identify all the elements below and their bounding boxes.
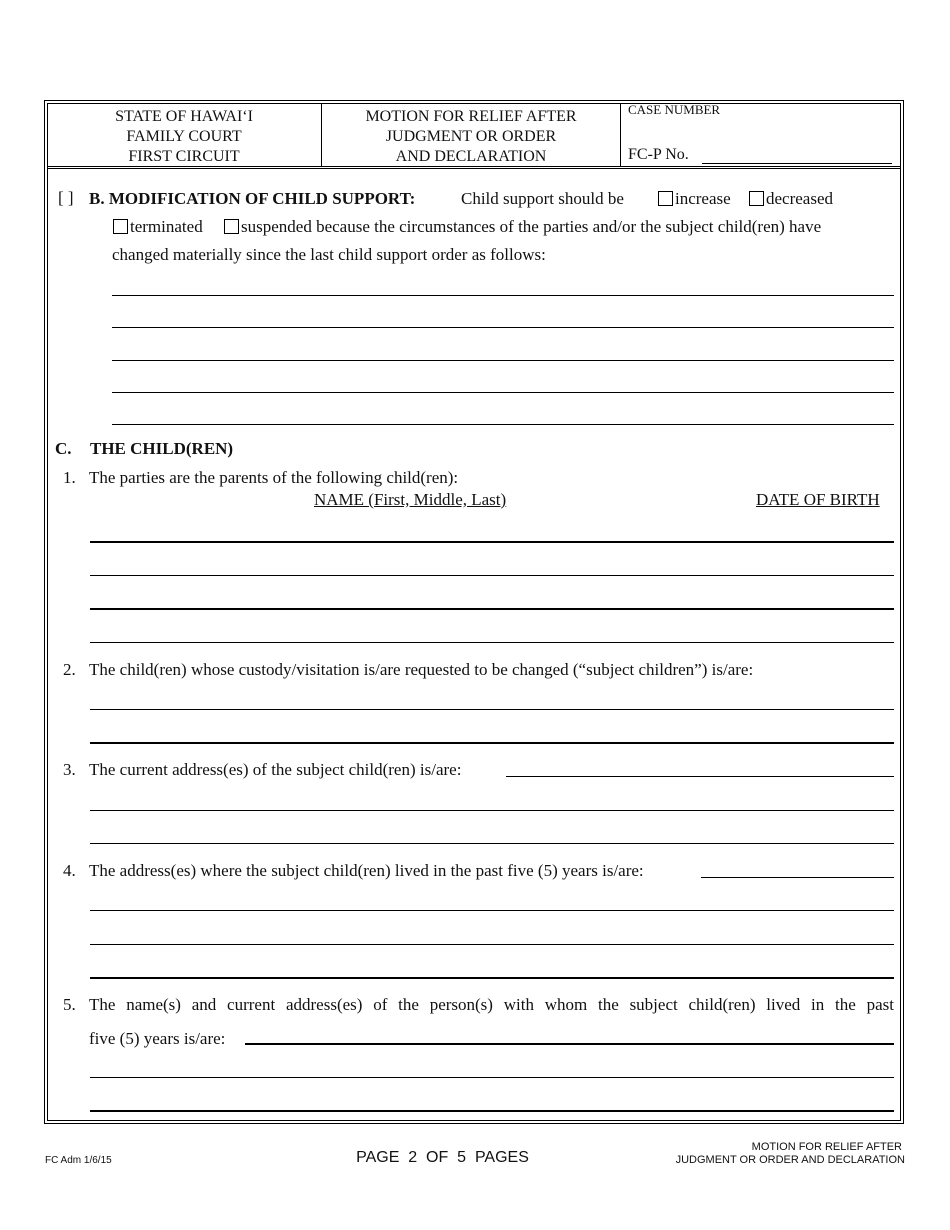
q3-number: 3.	[63, 760, 76, 779]
q2-text: The child(ren) whose custody/visitation is/are requested to be changed (“subject children”) is/are:	[89, 660, 754, 679]
section-b-title: B. MODIFICATION OF CHILD SUPPORT:	[89, 189, 416, 208]
child-entry-line[interactable]	[90, 608, 894, 610]
q4-answer-line[interactable]	[90, 910, 894, 911]
q2-number: 2.	[63, 660, 76, 679]
option-decreased[interactable]: decreased	[749, 188, 833, 210]
column-name-header: NAME (First, Middle, Last)	[314, 490, 507, 509]
column-dob-header: DATE OF BIRTH	[756, 490, 880, 509]
option-suspended[interactable]: suspended because the circumstances of the parties and/or the subject child(ren) have	[224, 216, 894, 238]
terminated-checkbox[interactable]	[113, 219, 128, 234]
case-number-prefix: FC-P No.	[628, 146, 689, 163]
court-name: STATE OF HAWAI‘I FAMILY COURT FIRST CIRCUIT	[115, 108, 253, 165]
q5-text-line2: five (5) years is/are:	[89, 1029, 226, 1048]
form-title: MOTION FOR RELIEF AFTER JUDGMENT OR ORDER AND DECLARATION	[365, 108, 577, 165]
q1-text: The parties are the parents of the following child(ren):	[89, 468, 459, 487]
q4-number: 4.	[63, 861, 76, 880]
increase-checkbox[interactable]	[658, 191, 673, 206]
section-b-answer-line[interactable]	[112, 424, 894, 425]
child-entry-line[interactable]	[90, 575, 894, 576]
q2-answer-line[interactable]	[90, 709, 894, 710]
q2-answer-line[interactable]	[90, 742, 894, 744]
q5-number: 5.	[63, 995, 76, 1014]
case-number-field[interactable]	[702, 163, 892, 164]
decreased-checkbox[interactable]	[749, 191, 764, 206]
q4-answer-line[interactable]	[90, 944, 894, 945]
q5-answer-line[interactable]	[245, 1043, 894, 1045]
section-b-checkbox[interactable]: [ ]	[58, 188, 74, 207]
footer-title: MOTION FOR RELIEF AFTER JUDGMENT OR ORDER AND DECLARATION	[675, 1141, 905, 1166]
page-number: PAGE 2 OF 5 PAGES	[356, 1149, 529, 1166]
q4-answer-line[interactable]	[90, 977, 894, 979]
q1-number: 1.	[63, 468, 76, 487]
q5-answer-line[interactable]	[90, 1077, 894, 1078]
section-b-answer-line[interactable]	[112, 327, 894, 328]
section-b-answer-line[interactable]	[112, 392, 894, 393]
q3-text: The current address(es) of the subject child(ren) is/are:	[89, 760, 462, 779]
form-id: FC Adm 1/6/15	[45, 1155, 112, 1166]
section-c-title: THE CHILD(REN)	[90, 439, 234, 458]
q3-answer-line[interactable]	[90, 810, 894, 811]
section-b-lead: Child support should be	[461, 189, 624, 208]
child-entry-line[interactable]	[90, 642, 894, 643]
section-b-answer-line[interactable]	[112, 360, 894, 361]
q4-answer-line[interactable]	[701, 877, 894, 878]
q5-text-line1: The name(s) and current address(es) of the person(s) with whom the subject child(ren) lived in the past	[89, 995, 894, 1014]
q3-answer-line[interactable]	[506, 776, 894, 777]
option-increase[interactable]: increase	[658, 188, 731, 210]
q5-answer-line[interactable]	[90, 1110, 894, 1112]
option-terminated[interactable]: terminated	[113, 216, 203, 238]
q4-text: The address(es) where the subject child(ren) lived in the past five (5) years is/are:	[89, 861, 644, 880]
section-b-answer-line[interactable]	[112, 295, 894, 296]
child-entry-line[interactable]	[90, 541, 894, 543]
case-number-label: CASE NUMBER	[628, 102, 721, 117]
section-b-line3: changed materially since the last child support order as follows:	[112, 245, 546, 264]
section-c-letter: C.	[55, 439, 72, 458]
q3-answer-line[interactable]	[90, 843, 894, 844]
suspended-checkbox[interactable]	[224, 219, 239, 234]
